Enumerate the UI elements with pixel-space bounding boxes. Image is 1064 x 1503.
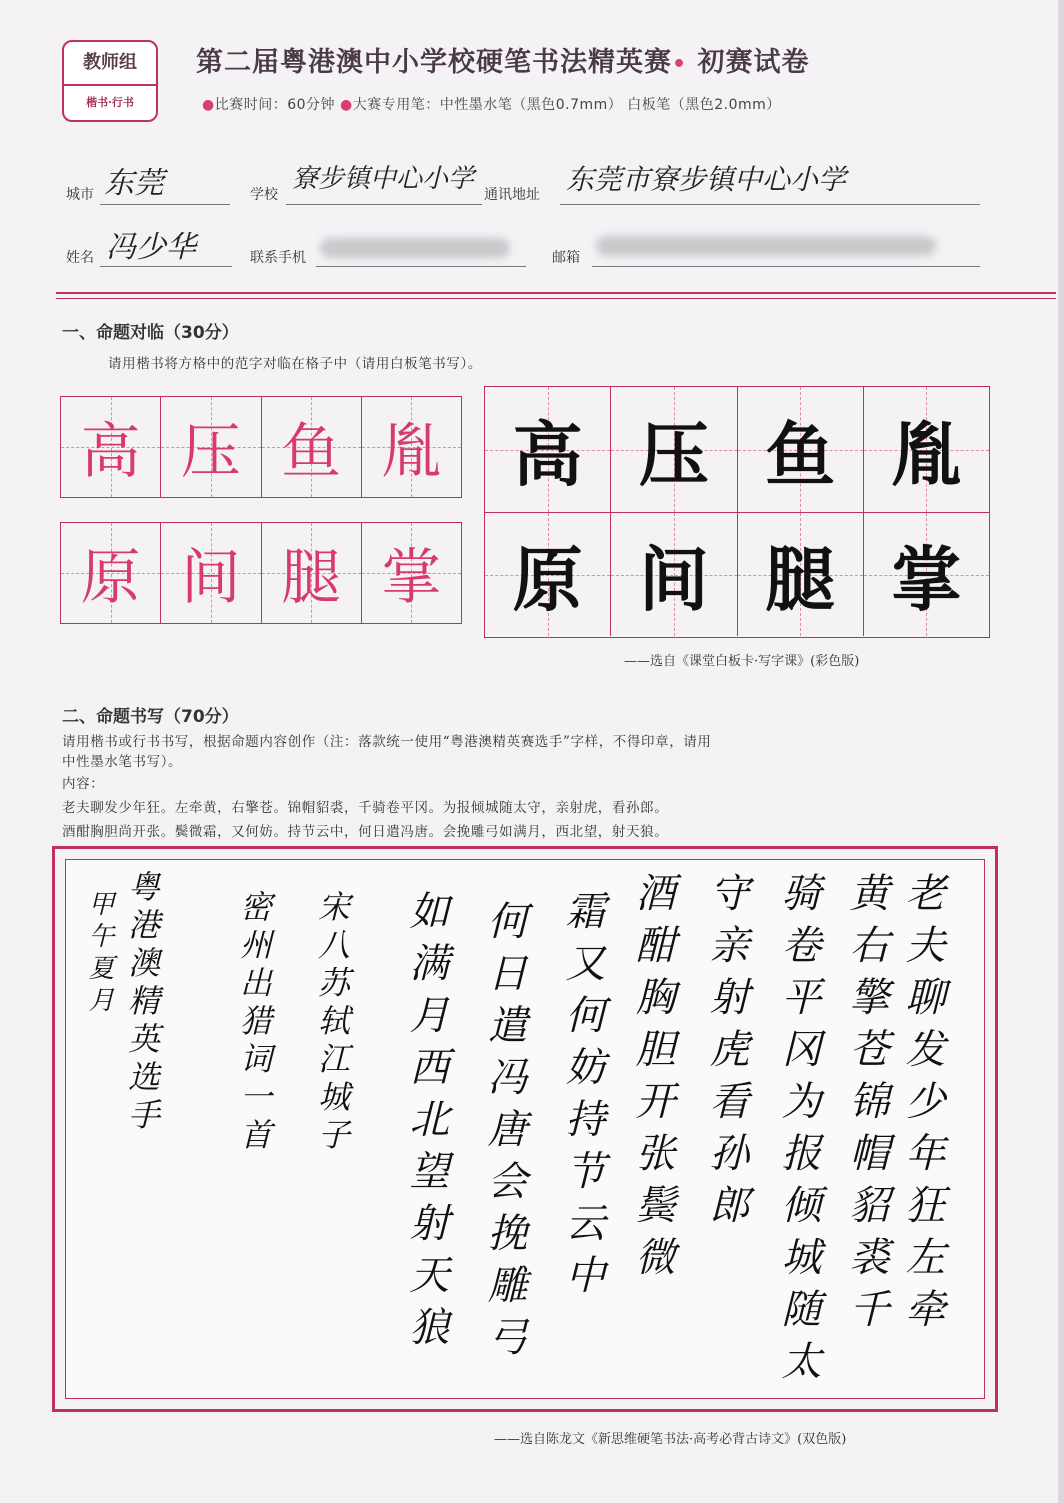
- badge-style-label: 楷书·行书: [86, 96, 134, 109]
- sample-char: 掌: [381, 543, 442, 613]
- sample-cell: [262, 397, 362, 497]
- sample-cell: [262, 523, 362, 623]
- handwriting-column: 霜又何妨持节云中: [559, 890, 605, 1306]
- phone-label: 联系手机: [250, 250, 306, 266]
- badge-group-label: 教师组: [64, 42, 156, 86]
- copy-cell[interactable]: [738, 387, 864, 512]
- name-field[interactable]: 冯少华: [106, 230, 196, 265]
- signature-column: 密州出猎词一首: [235, 890, 273, 1156]
- copy-cell[interactable]: [485, 387, 611, 512]
- school-field[interactable]: 寮步镇中心小学: [292, 164, 475, 194]
- sample-grid-row1: [60, 396, 462, 498]
- bullet-icon: ●: [340, 97, 353, 113]
- copy-char: 原: [512, 538, 583, 621]
- signature-column: 宋八苏轼江城子: [313, 890, 351, 1156]
- section1-title: 一、命题对临（30分）: [62, 323, 239, 343]
- copy-grid-row2: [485, 513, 989, 636]
- bullet-icon: ●: [202, 97, 215, 113]
- name-label: 姓名: [66, 250, 94, 266]
- copy-cell[interactable]: [864, 387, 989, 512]
- group-badge: [62, 40, 158, 122]
- exam-time: 比赛时间：60分钟: [214, 97, 336, 113]
- section2-credit: ——选自陈龙文《新思维硬笔书法·高考必背古诗文》(双色版): [494, 1432, 847, 1447]
- copy-cell[interactable]: [611, 513, 737, 636]
- title-tail: 初赛试卷: [697, 47, 810, 78]
- handwriting-column: 骑卷平冈为报倾城随太: [775, 872, 821, 1392]
- header-divider: [56, 292, 1056, 294]
- sample-char: 高: [80, 417, 141, 487]
- handwriting-column: 酒酣胸胆开张鬓微: [629, 872, 675, 1288]
- sample-char: 鱼: [281, 417, 342, 487]
- handwriting-column: 老夫聊发少年狂左牵: [899, 872, 945, 1340]
- email-label: 邮箱: [552, 250, 580, 266]
- sample-char: 腿: [281, 543, 342, 613]
- copy-char: 胤: [891, 413, 962, 496]
- title-dot-icon: •: [672, 52, 688, 77]
- copy-grid[interactable]: [484, 386, 990, 638]
- handwriting-column: 如满月西北望射天狼: [403, 890, 449, 1358]
- city-label: 城市: [66, 187, 94, 203]
- copy-cell[interactable]: [864, 513, 989, 636]
- school-label: 学校: [250, 187, 278, 203]
- copy-cell[interactable]: [485, 513, 611, 636]
- sample-grid-row2: [60, 522, 462, 624]
- sample-cell: [161, 523, 261, 623]
- exam-pen: 大赛专用笔：中性墨水笔（黑色0.7mm） 白板笔（黑色2.0mm）: [352, 97, 781, 113]
- sample-char: 原: [80, 543, 141, 613]
- section2-title: 二、命题书写（70分）: [62, 707, 239, 727]
- page-title: [196, 40, 1036, 79]
- content-line-1: 老夫聊发少年狂。左牵黄，右擎苍。锦帽貂裘，千骑卷平冈。为报倾城随太守，亲射虎，看孙郎。: [62, 800, 669, 816]
- phone-redacted: [320, 238, 510, 258]
- sample-cell: [362, 397, 461, 497]
- address-field[interactable]: 东莞市寮步镇中心小学: [566, 163, 847, 196]
- content-label: 内容：: [62, 776, 105, 792]
- copy-cell[interactable]: [611, 387, 737, 512]
- sample-cell: [61, 523, 161, 623]
- writing-area[interactable]: [52, 846, 998, 1412]
- city-field[interactable]: 东莞: [104, 166, 164, 201]
- sample-cell: [161, 397, 261, 497]
- writing-area-inner[interactable]: [65, 859, 985, 1399]
- section1-instruction: 请用楷书将方格中的范字对临在格子中（请用白板笔书写）。: [108, 356, 482, 372]
- sample-char: 胤: [381, 417, 442, 487]
- section2-instruction-1: 请用楷书或行书书写，根据命题内容创作（注：落款统一使用“粤港澳精英赛选手”字样，不得印章，请用: [62, 734, 712, 750]
- copy-cell[interactable]: [738, 513, 864, 636]
- address-label: 通讯地址: [484, 187, 540, 203]
- address-underline: [560, 204, 980, 205]
- section1-credit: ——选自《课堂白板卡·写字课》(彩色版): [624, 654, 860, 669]
- sample-char: 压: [180, 417, 241, 487]
- handwriting-column: 何日遣冯唐会挽雕弓: [481, 900, 527, 1368]
- city-underline: [100, 204, 230, 205]
- handwriting-column: 守亲射虎看孙郎: [703, 872, 749, 1236]
- sample-cell: [362, 523, 461, 623]
- copy-char: 压: [638, 413, 709, 496]
- sample-cell: [61, 397, 161, 497]
- content-line-2: 酒酣胸胆尚开张。鬓微霜，又何妨。持节云中，何日遣冯唐。会挽雕弓如满月，西北望，射天狼。: [62, 824, 669, 840]
- date-column: 甲午夏月: [84, 890, 114, 1018]
- handwriting-column: 黄右擎苍锦帽貂裘千: [843, 872, 889, 1340]
- sample-char: 间: [180, 543, 241, 613]
- email-underline: [592, 266, 980, 267]
- copy-char: 掌: [891, 538, 962, 621]
- copy-char: 高: [512, 413, 583, 496]
- copy-char: 鱼: [765, 413, 836, 496]
- school-underline: [286, 204, 482, 205]
- exam-rules-line: [202, 94, 781, 114]
- copy-char: 腿: [765, 538, 836, 621]
- header-divider-thin: [56, 298, 1056, 299]
- copy-grid-row1: [485, 387, 989, 513]
- phone-underline: [316, 266, 526, 267]
- name-underline: [100, 266, 232, 267]
- signature-column: 粤港澳精英选手: [123, 870, 161, 1136]
- title-main: 第二届粤港澳中小学校硬笔书法精英赛: [196, 47, 672, 78]
- email-redacted: [596, 236, 936, 256]
- copy-char: 间: [638, 538, 709, 621]
- section2-instruction-2: 中性墨水笔书写）。: [62, 754, 183, 770]
